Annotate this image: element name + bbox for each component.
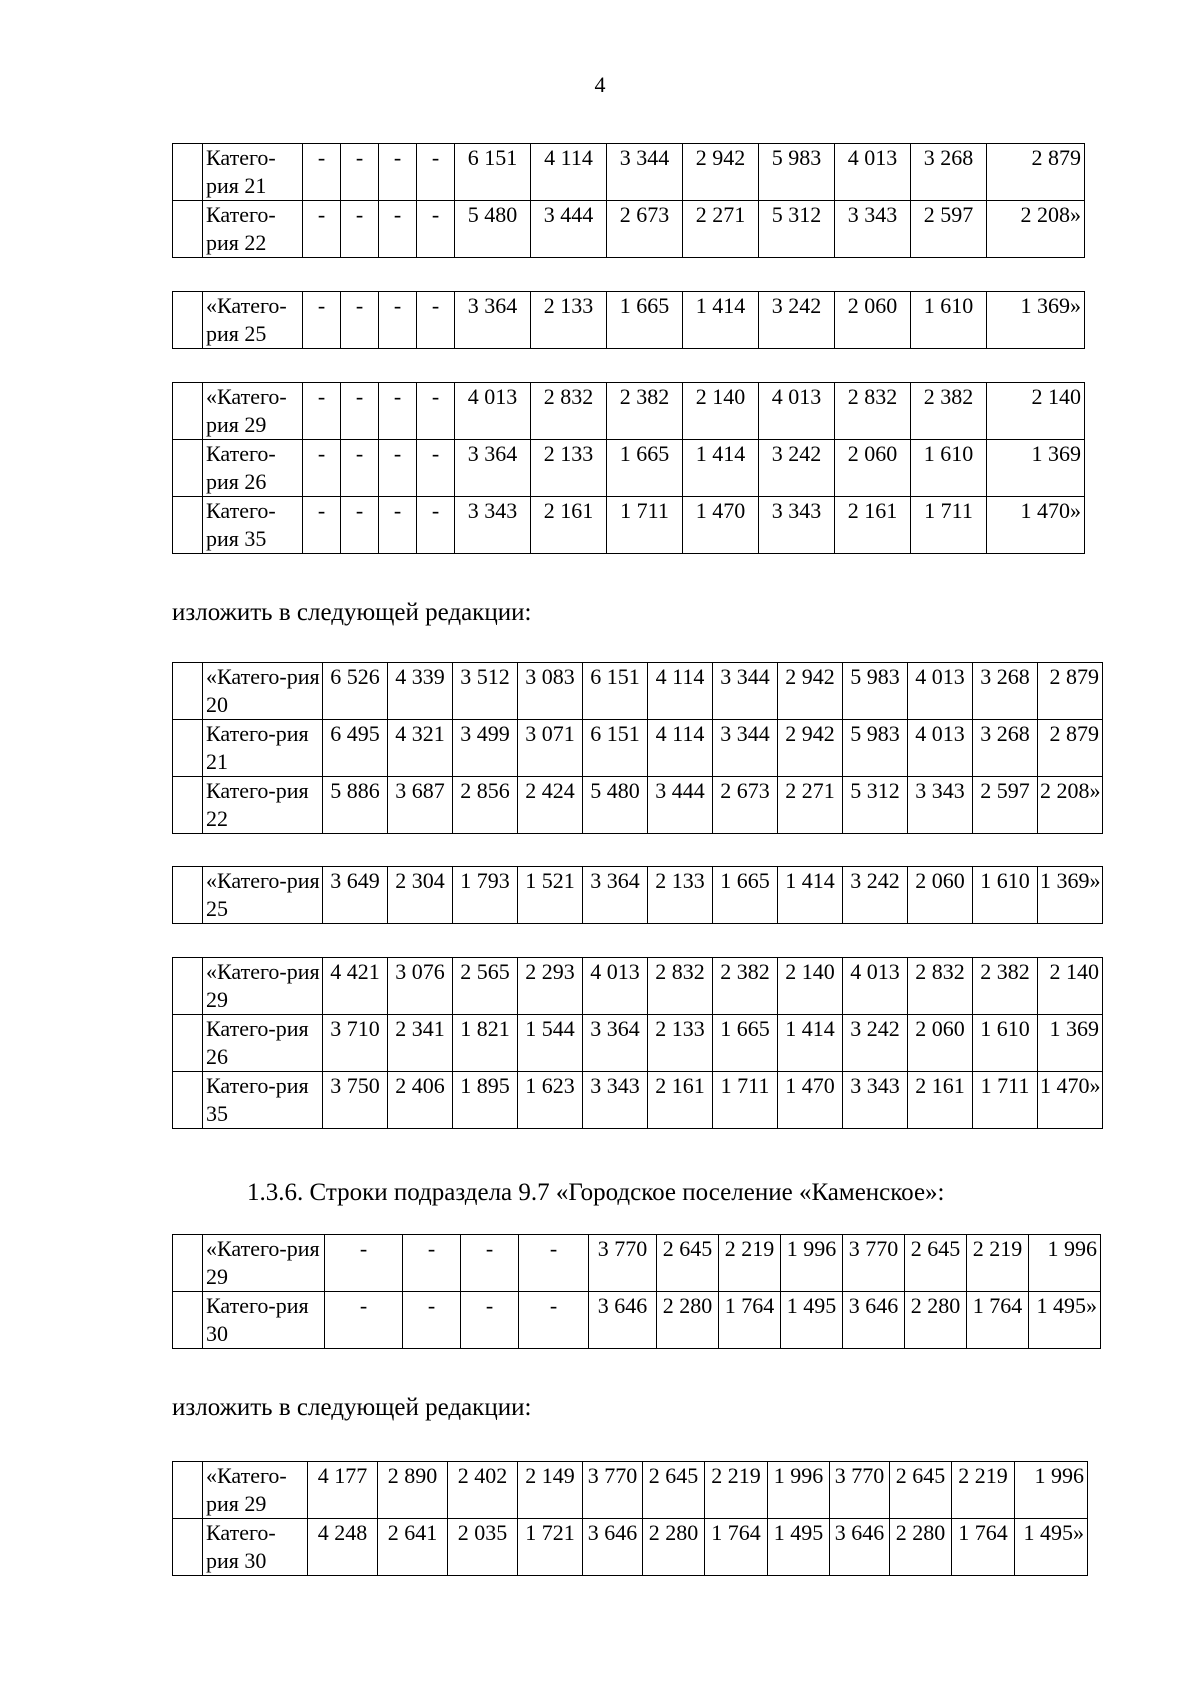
value-cell: 2 641	[378, 1519, 448, 1576]
value-cell: -	[303, 497, 341, 554]
category-cell: «Катего-рия 25	[203, 867, 323, 924]
value-cell: 4 114	[648, 663, 713, 720]
value-cell: 2 060	[835, 292, 911, 349]
value-cell: 4 013	[759, 383, 835, 440]
value-cell: -	[417, 440, 455, 497]
value-cell: 1 495»	[1015, 1519, 1088, 1576]
value-cell: 3 343	[908, 777, 973, 834]
value-cell: 2 832	[835, 383, 911, 440]
value-cell: 2 133	[648, 867, 713, 924]
value-cell: 2 382	[973, 958, 1038, 1015]
value-cell: 2 149	[518, 1462, 583, 1519]
value-cell: 1 414	[778, 867, 843, 924]
category-cell: «Катего-рия 25	[203, 292, 303, 349]
table-row	[173, 1235, 1101, 1292]
row-number-cell	[173, 440, 203, 497]
value-cell: 1 470»	[1038, 1072, 1103, 1129]
value-cell: 2 280	[643, 1519, 705, 1576]
table-row	[173, 497, 1085, 554]
value-cell: 3 646	[583, 1519, 643, 1576]
value-cell: 2 341	[388, 1015, 453, 1072]
value-cell: 2 645	[905, 1235, 967, 1292]
value-cell: 2 161	[835, 497, 911, 554]
value-cell: 1 711	[713, 1072, 778, 1129]
value-cell: 2 597	[911, 201, 987, 258]
value-cell: 1 764	[967, 1292, 1029, 1349]
value-cell: 2 271	[778, 777, 843, 834]
value-cell: -	[519, 1292, 589, 1349]
value-cell: 1 369»	[1038, 867, 1103, 924]
value-cell: -	[341, 497, 379, 554]
value-cell: 2 161	[908, 1072, 973, 1129]
value-cell: 1 665	[607, 292, 683, 349]
value-cell: 1 610	[973, 867, 1038, 924]
row-number-cell	[173, 1235, 203, 1292]
table-row	[173, 201, 1085, 258]
value-cell: -	[417, 201, 455, 258]
value-cell: -	[379, 440, 417, 497]
value-cell: 3 646	[830, 1519, 890, 1576]
value-cell: -	[379, 497, 417, 554]
value-cell: 2 565	[453, 958, 518, 1015]
category-cell: Катего-рия 30	[203, 1292, 325, 1349]
value-cell: -	[341, 440, 379, 497]
value-cell: -	[341, 292, 379, 349]
value-cell: -	[417, 292, 455, 349]
value-cell: 3 343	[843, 1072, 908, 1129]
value-cell: -	[341, 144, 379, 201]
value-cell: 2 856	[453, 777, 518, 834]
value-cell: -	[325, 1235, 403, 1292]
value-cell: 6 151	[455, 144, 531, 201]
value-cell: -	[325, 1292, 403, 1349]
row-number-cell	[173, 201, 203, 258]
value-cell: 1 544	[518, 1015, 583, 1072]
value-cell: 2 673	[607, 201, 683, 258]
row-number-cell	[173, 777, 203, 834]
value-cell: 3 687	[388, 777, 453, 834]
table-row	[173, 1072, 1103, 1129]
value-cell: 2 645	[657, 1235, 719, 1292]
value-cell: 1 721	[518, 1519, 583, 1576]
value-cell: 1 821	[453, 1015, 518, 1072]
value-cell: 3 770	[589, 1235, 657, 1292]
value-cell: 3 343	[759, 497, 835, 554]
old-table-categories-21-22	[172, 143, 1085, 258]
value-cell: 2 035	[448, 1519, 518, 1576]
value-cell: 2 645	[890, 1462, 952, 1519]
value-cell: 2 832	[908, 958, 973, 1015]
value-cell: 1 369	[1038, 1015, 1103, 1072]
value-cell: 1 895	[453, 1072, 518, 1129]
value-cell: 1 665	[713, 867, 778, 924]
table-row	[173, 1462, 1088, 1519]
value-cell: 2 597	[973, 777, 1038, 834]
value-cell: 2 293	[518, 958, 583, 1015]
value-cell: 3 344	[713, 720, 778, 777]
value-cell: 4 013	[908, 663, 973, 720]
table-row	[173, 867, 1103, 924]
new-table-categories-20-21-22	[172, 662, 1103, 834]
value-cell: 3 071	[518, 720, 583, 777]
value-cell: 2 879	[987, 144, 1085, 201]
table-row	[173, 1519, 1088, 1576]
value-cell: 3 242	[759, 440, 835, 497]
value-cell: 3 364	[455, 292, 531, 349]
table-row	[173, 1015, 1103, 1072]
value-cell: 3 268	[973, 663, 1038, 720]
value-cell: 2 133	[648, 1015, 713, 1072]
value-cell: 1 610	[911, 440, 987, 497]
value-cell: 1 495	[768, 1519, 830, 1576]
category-cell: «Катего-рия 29	[203, 1462, 308, 1519]
row-number-cell	[173, 144, 203, 201]
category-cell: Катего-рия 22	[203, 201, 303, 258]
value-cell: -	[341, 383, 379, 440]
category-cell: Катего-рия 26	[203, 440, 303, 497]
category-cell: Катего-рия 35	[203, 497, 303, 554]
value-cell: 5 312	[759, 201, 835, 258]
value-cell: 2 133	[531, 440, 607, 497]
value-cell: 1 610	[973, 1015, 1038, 1072]
value-cell: -	[379, 201, 417, 258]
value-cell: 3 076	[388, 958, 453, 1015]
value-cell: 3 770	[830, 1462, 890, 1519]
value-cell: 2 208»	[987, 201, 1085, 258]
value-cell: 2 942	[778, 663, 843, 720]
value-cell: 2 645	[643, 1462, 705, 1519]
value-cell: 1 414	[683, 292, 759, 349]
row-number-cell	[173, 497, 203, 554]
row-number-cell	[173, 292, 203, 349]
category-cell: Катего-рия 35	[203, 1072, 323, 1129]
value-cell: 4 177	[308, 1462, 378, 1519]
value-cell: 2 879	[1038, 720, 1103, 777]
row-number-cell	[173, 958, 203, 1015]
restate-paragraph-1: изложить в следующей редакции:	[172, 599, 532, 626]
table-row	[173, 1292, 1101, 1349]
value-cell: 1 711	[607, 497, 683, 554]
kamenskoe-new-table	[172, 1461, 1088, 1576]
value-cell: 3 268	[911, 144, 987, 201]
value-cell: 2 271	[683, 201, 759, 258]
old-table-categories-29-26-35	[172, 382, 1085, 554]
value-cell: 2 304	[388, 867, 453, 924]
value-cell: 3 646	[843, 1292, 905, 1349]
value-cell: 1 470»	[987, 497, 1085, 554]
value-cell: 2 060	[908, 1015, 973, 1072]
value-cell: 2 219	[719, 1235, 781, 1292]
value-cell: 4 013	[455, 383, 531, 440]
value-cell: 2 219	[967, 1235, 1029, 1292]
value-cell: 4 013	[835, 144, 911, 201]
value-cell: 5 983	[759, 144, 835, 201]
category-cell: «Катего-рия 20	[203, 663, 323, 720]
value-cell: 1 495»	[1029, 1292, 1101, 1349]
kamenskoe-old-table	[172, 1234, 1101, 1349]
value-cell: 1 610	[911, 292, 987, 349]
row-number-cell	[173, 1462, 203, 1519]
table-row	[173, 958, 1103, 1015]
table-row	[173, 144, 1085, 201]
value-cell: 3 268	[973, 720, 1038, 777]
value-cell: 2 140	[778, 958, 843, 1015]
value-cell: -	[461, 1292, 519, 1349]
value-cell: 1 369»	[987, 292, 1085, 349]
value-cell: 6 526	[323, 663, 388, 720]
value-cell: 2 060	[908, 867, 973, 924]
table-row	[173, 383, 1085, 440]
value-cell: 2 161	[531, 497, 607, 554]
value-cell: 2 140	[987, 383, 1085, 440]
value-cell: 1 711	[973, 1072, 1038, 1129]
value-cell: 2 879	[1038, 663, 1103, 720]
value-cell: 3 499	[453, 720, 518, 777]
value-cell: 3 512	[453, 663, 518, 720]
page-number: 4	[594, 72, 606, 97]
value-cell: 3 710	[323, 1015, 388, 1072]
value-cell: 4 114	[531, 144, 607, 201]
value-cell: 2 161	[648, 1072, 713, 1129]
category-cell: Катего-рия 22	[203, 777, 323, 834]
value-cell: 1 764	[952, 1519, 1015, 1576]
value-cell: 3 344	[713, 663, 778, 720]
value-cell: 2 140	[1038, 958, 1103, 1015]
value-cell: 1 996	[1015, 1462, 1088, 1519]
value-cell: 4 339	[388, 663, 453, 720]
value-cell: 1 470	[683, 497, 759, 554]
category-cell: Катего-рия 30	[203, 1519, 308, 1576]
value-cell: 2 424	[518, 777, 583, 834]
value-cell: 3 343	[835, 201, 911, 258]
value-cell: 5 480	[583, 777, 648, 834]
value-cell: 3 364	[583, 867, 648, 924]
value-cell: 3 646	[589, 1292, 657, 1349]
value-cell: -	[403, 1235, 461, 1292]
new-table-category-25	[172, 866, 1103, 924]
row-number-cell	[173, 1072, 203, 1129]
value-cell: 2 382	[911, 383, 987, 440]
value-cell: -	[379, 383, 417, 440]
row-number-cell	[173, 383, 203, 440]
value-cell: 3 083	[518, 663, 583, 720]
old-table-category-25	[172, 291, 1085, 349]
value-cell: 3 242	[843, 1015, 908, 1072]
value-cell: 1 711	[911, 497, 987, 554]
value-cell: 2 832	[648, 958, 713, 1015]
value-cell: 5 983	[843, 663, 908, 720]
row-number-cell	[173, 663, 203, 720]
value-cell: -	[379, 144, 417, 201]
value-cell: 2 673	[713, 777, 778, 834]
value-cell: 3 364	[455, 440, 531, 497]
value-cell: 3 444	[531, 201, 607, 258]
value-cell: 1 521	[518, 867, 583, 924]
value-cell: 3 750	[323, 1072, 388, 1129]
value-cell: -	[417, 144, 455, 201]
value-cell: 5 886	[323, 777, 388, 834]
value-cell: 4 248	[308, 1519, 378, 1576]
category-cell: Катего-рия 26	[203, 1015, 323, 1072]
value-cell: 1 764	[719, 1292, 781, 1349]
value-cell: 3 444	[648, 777, 713, 834]
value-cell: 1 665	[607, 440, 683, 497]
value-cell: 4 013	[908, 720, 973, 777]
value-cell: 2 133	[531, 292, 607, 349]
value-cell: -	[303, 383, 341, 440]
value-cell: -	[403, 1292, 461, 1349]
table-row	[173, 292, 1085, 349]
value-cell: 3 364	[583, 1015, 648, 1072]
row-number-cell	[173, 1015, 203, 1072]
value-cell: 1 470	[778, 1072, 843, 1129]
value-cell: -	[341, 201, 379, 258]
value-cell: 5 480	[455, 201, 531, 258]
value-cell: -	[417, 383, 455, 440]
value-cell: 2 219	[952, 1462, 1015, 1519]
value-cell: 1 623	[518, 1072, 583, 1129]
value-cell: -	[303, 201, 341, 258]
value-cell: 2 208»	[1038, 777, 1103, 834]
value-cell: -	[303, 144, 341, 201]
category-cell: Катего-рия 21	[203, 720, 323, 777]
value-cell: 1 369	[987, 440, 1085, 497]
value-cell: 1 996	[768, 1462, 830, 1519]
value-cell: 4 013	[583, 958, 648, 1015]
value-cell: 4 114	[648, 720, 713, 777]
value-cell: -	[379, 292, 417, 349]
value-cell: 2 942	[778, 720, 843, 777]
value-cell: -	[303, 292, 341, 349]
table-row	[173, 777, 1103, 834]
value-cell: -	[417, 497, 455, 554]
value-cell: 6 151	[583, 720, 648, 777]
value-cell: 5 983	[843, 720, 908, 777]
new-table-categories-29-26-35	[172, 957, 1103, 1129]
value-cell: 3 343	[583, 1072, 648, 1129]
value-cell: 1 996	[1029, 1235, 1101, 1292]
value-cell: 1 414	[778, 1015, 843, 1072]
value-cell: 3 242	[759, 292, 835, 349]
value-cell: -	[303, 440, 341, 497]
row-number-cell	[173, 720, 203, 777]
value-cell: 3 344	[607, 144, 683, 201]
category-cell: Катего-рия 21	[203, 144, 303, 201]
value-cell: -	[461, 1235, 519, 1292]
category-cell: «Катего-рия 29	[203, 1235, 325, 1292]
value-cell: 4 013	[843, 958, 908, 1015]
value-cell: -	[519, 1235, 589, 1292]
value-cell: 2 280	[657, 1292, 719, 1349]
value-cell: 6 151	[583, 663, 648, 720]
category-cell: «Катего-рия 29	[203, 958, 323, 1015]
table-row	[173, 663, 1103, 720]
value-cell: 2 406	[388, 1072, 453, 1129]
value-cell: 3 242	[843, 867, 908, 924]
value-cell: 5 312	[843, 777, 908, 834]
value-cell: 2 382	[713, 958, 778, 1015]
value-cell: 2 382	[607, 383, 683, 440]
restate-paragraph-2: изложить в следующей редакции:	[172, 1394, 532, 1421]
value-cell: 1 495	[781, 1292, 843, 1349]
value-cell: 3 770	[843, 1235, 905, 1292]
value-cell: 2 140	[683, 383, 759, 440]
value-cell: 2 890	[378, 1462, 448, 1519]
value-cell: 4 321	[388, 720, 453, 777]
value-cell: 2 060	[835, 440, 911, 497]
table-row	[173, 440, 1085, 497]
value-cell: 2 402	[448, 1462, 518, 1519]
value-cell: 2 942	[683, 144, 759, 201]
value-cell: 6 495	[323, 720, 388, 777]
value-cell: 1 665	[713, 1015, 778, 1072]
row-number-cell	[173, 867, 203, 924]
category-cell: «Катего-рия 29	[203, 383, 303, 440]
value-cell: 1 996	[781, 1235, 843, 1292]
row-number-cell	[173, 1519, 203, 1576]
value-cell: 2 280	[905, 1292, 967, 1349]
value-cell: 3 770	[583, 1462, 643, 1519]
section-heading-1-3-6: 1.3.6. Строки подраздела 9.7 «Городское поселение «Каменское»:	[247, 1179, 945, 1206]
table-row	[173, 720, 1103, 777]
value-cell: 1 793	[453, 867, 518, 924]
value-cell: 4 421	[323, 958, 388, 1015]
value-cell: 2 832	[531, 383, 607, 440]
value-cell: 1 764	[705, 1519, 768, 1576]
value-cell: 3 343	[455, 497, 531, 554]
value-cell: 1 414	[683, 440, 759, 497]
row-number-cell	[173, 1292, 203, 1349]
value-cell: 2 280	[890, 1519, 952, 1576]
value-cell: 3 649	[323, 867, 388, 924]
value-cell: 2 219	[705, 1462, 768, 1519]
